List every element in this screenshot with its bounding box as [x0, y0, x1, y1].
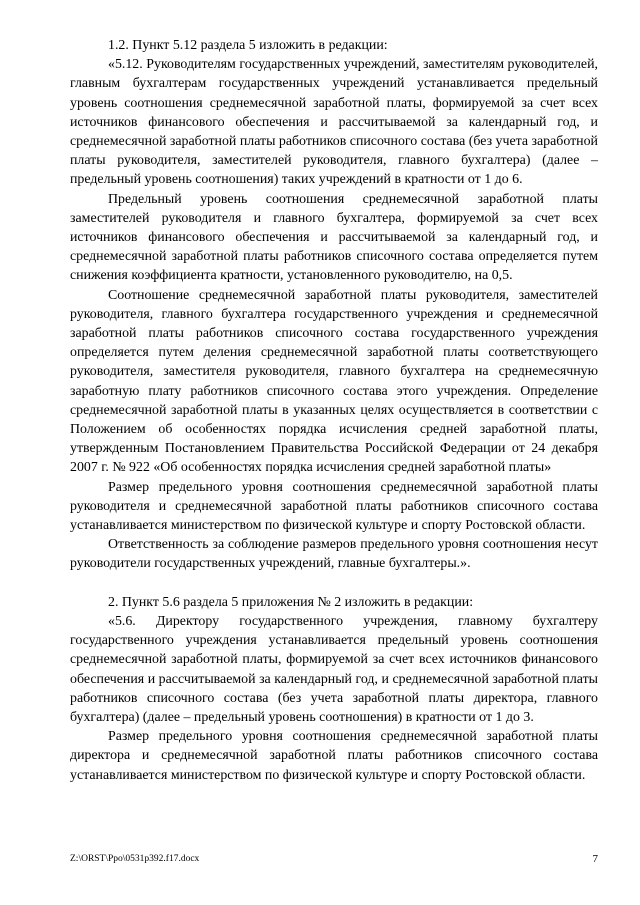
- footer-file-path: Z:\ORST\Ppo\0531p392.f17.docx: [70, 854, 200, 864]
- document-body: [70, 36, 598, 785]
- page-number: 7: [592, 853, 598, 865]
- section-2-paragraph-2: Размер предельного уровня соотношения среднемесячной заработной платы директора и среднемесячной заработной платы работников списочного состава устанавливается министерством по физической культуре и спорту Ростовской области.: [70, 729, 598, 783]
- section-spacer: [70, 574, 598, 593]
- section-2-paragraph-1: «5.6. Директору государственного учреждения, главному бухгалтеру государственного учреждения устанавливается предельный уровень соотношения среднемесячной заработной платы, формируемой за счет всех источников финансового обеспечения и рассчитываемой за календарный год, и среднемесячной заработной платы работников списочного состава (без учета заработной платы директора, главного бухгалтера) (далее – предельный уровень соотношения) в кратности от 1 до 3.: [70, 613, 598, 725]
- section-1-heading: 1.2. Пункт 5.12 раздела 5 изложить в редакции:: [108, 38, 388, 53]
- section-1-paragraph-3: Соотношение среднемесячной заработной платы руководителя, заместителей руководителя, главного бухгалтера государственного учреждения и среднемесячной заработной платы работников списочного состава государственного учреждения определяется путем деления среднемесячной заработной платы соответствующего руководителя, заместителя руководителя, главного бухгалтера на среднемесячную заработную плату работников списочного состава этого учреждения. Определение среднемесячной заработной платы в указанных целях осуществляется в соответствии с Положением об особенностях порядка исчисления средней заработной платы, утвержденным Постановлением Правительства Российской Федерации от 24 декабря 2007 г. № 922 «Об особенностях порядка исчисления средней заработной платы»: [70, 287, 598, 476]
- section-1-paragraph-2: Предельный уровень соотношения среднемесячной заработной платы заместителей руководителя и главного бухгалтера, формируемой за счет всех источников финансового обеспечения и рассчитываемой за календарный год, и среднемесячной заработной платы работников списочного состава определяется путем снижения коэффициента кратности, установленного руководителю, на 0,5.: [70, 191, 598, 284]
- section-1-paragraph-1: «5.12. Руководителям государственных учреждений, заместителям руководителей, главным бухгалтерам государственных учреждений устанавливается предельный уровень соотношения среднемесячной заработной платы, формируемой за счет всех источников финансового обеспечения и рассчитываемой за календарный год, и среднемесячной заработной платы работников списочного состава (без учета заработной платы руководителя, заместителей руководителя, главного бухгалтера) (далее – предельный уровень соотношения) таких учреждений в кратности от 1 до 6.: [70, 57, 598, 188]
- section-2-heading: 2. Пункт 5.6 раздела 5 приложения № 2 изложить в редакции:: [108, 594, 474, 610]
- section-1-paragraph-4: Размер предельного уровня соотношения среднемесячной заработной платы руководителя и среднемесячной заработной платы работников списочного состава устанавливается министерством по физической культуре и спорту Ростовской области.: [70, 479, 598, 534]
- section-1-paragraph-5: Ответственность за соблюдение размеров предельного уровня соотношения несут руководители государственных учреждений, главные бухгалтеры.».: [70, 537, 598, 572]
